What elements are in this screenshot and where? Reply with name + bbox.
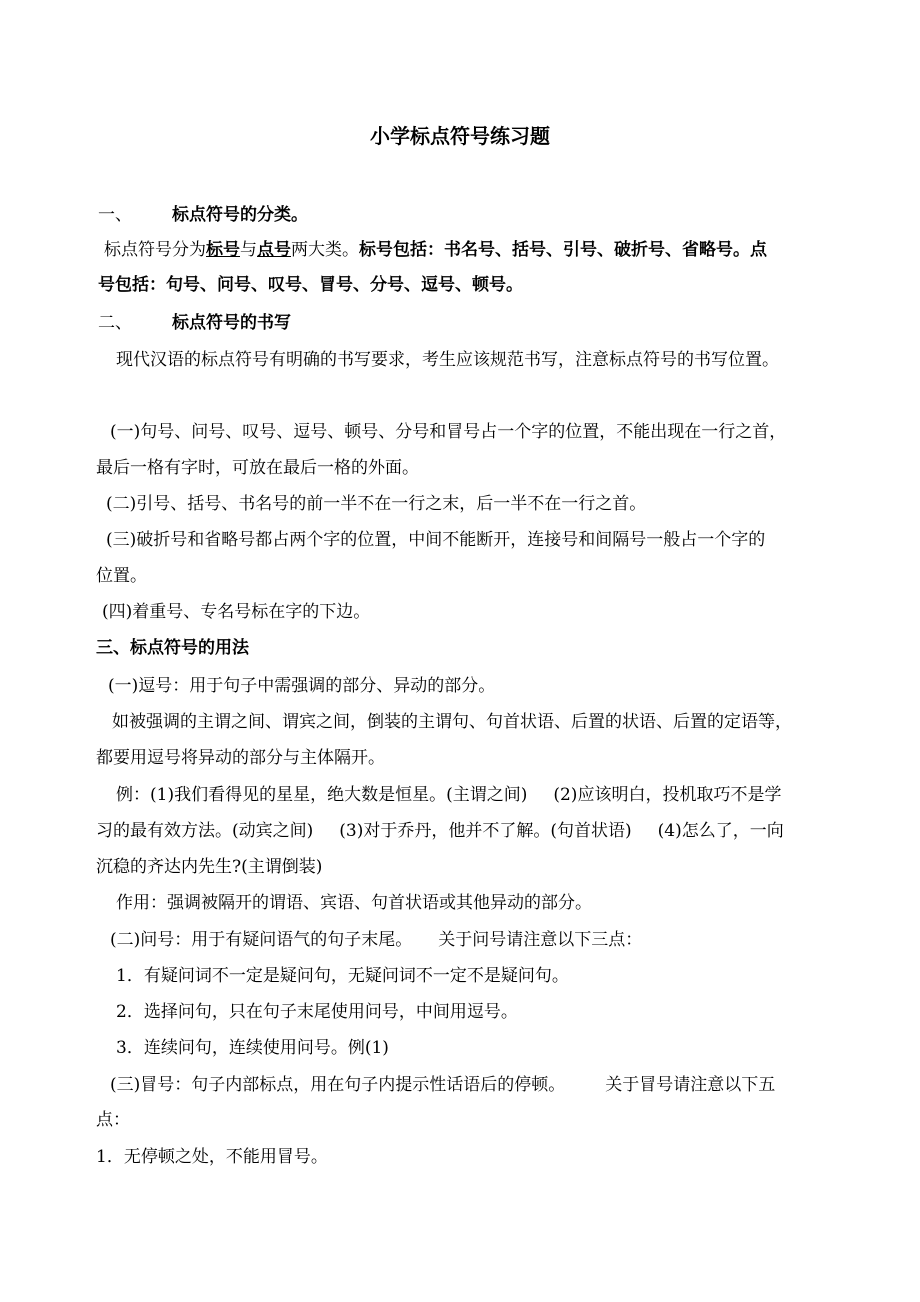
underlined-term-biaohao: 标号 <box>206 240 240 260</box>
section-3-heading: 三、标点符号的用法 <box>96 638 249 658</box>
comma-effect: 作用：强调被隔开的谓语、宾语、句首状语或其他异动的部分。 <box>116 893 592 913</box>
colon-definition: (三)冒号：句子内部标点，用在句子内提示性话语后的停顿。 <box>110 1075 566 1095</box>
section-2-title: 标点符号的书写 <box>172 313 291 333</box>
question-mark-title <box>110 928 846 952</box>
section-2-heading <box>98 311 834 335</box>
question-note-3: 3．连续问句，连续使用问号。例(1) <box>116 1038 389 1058</box>
example-3: (3)对于乔丹，他并不了解。(句首状语) <box>339 821 632 841</box>
comma-desc-line-2: 都要用逗号将异动的部分与主体隔开。 <box>96 748 385 768</box>
comma-title: (一)逗号：用于句子中需强调的部分、异动的部分。 <box>108 676 496 696</box>
question-note-1: 1．有疑问词不一定是疑问句，无疑问词不一定不是疑问句。 <box>116 966 569 986</box>
section-1-title: 标点符号的分类。 <box>172 205 308 225</box>
colon-note-1: 1．无停顿之处，不能用冒号。 <box>96 1147 328 1167</box>
rule-3-line-2: 位置。 <box>96 566 147 586</box>
rule-1-line-1: (一)句号、问号、叹号、逗号、顿号、分号和冒号占一个字的位置，不能出现在一行之首， <box>110 422 787 442</box>
question-mark-definition: (二)问号：用于有疑问语气的句子末尾。 <box>110 930 413 950</box>
section-1-number: 一、 <box>98 205 132 225</box>
example-4-start: (4)怎么了，一向 <box>657 821 784 841</box>
rule-1-line-2: 最后一格有字时，可放在最后一格的外面。 <box>96 458 419 478</box>
page-title: 小学标点符号练习题 <box>370 124 550 148</box>
example-2-start: (2)应该明白，投机取巧不是学 <box>553 785 782 805</box>
rule-2: (二)引号、括号、书名号的前一半不在一行之末，后一半不在一行之首。 <box>106 494 647 514</box>
section-2-number: 二、 <box>98 313 132 333</box>
section-1-para-line-1 <box>104 238 840 262</box>
section-1-para-line-2: 号包括：句号、问号、叹号、冒号、分号、逗号、顿号。 <box>98 275 523 295</box>
colon-title-line-1 <box>110 1073 846 1097</box>
bold-text-run: 标号包括：书名号、括号、引号、破折号、省略号。点 <box>359 240 767 260</box>
comma-example-line-3: 沉稳的齐达内先生?(主谓倒装) <box>96 857 323 877</box>
question-mark-notes-intro: 关于问号请注意以下三点： <box>438 930 643 950</box>
example-2-end: 习的最有效方法。(动宾之间) <box>96 821 314 841</box>
comma-example-line-2 <box>96 819 832 843</box>
section-1-heading <box>98 203 834 227</box>
text-run: 与 <box>240 240 257 260</box>
rule-3-line-1: (三)破折号和省略号都占两个字的位置，中间不能断开，连接号和间隔号一般占一个字的 <box>106 530 766 550</box>
colon-title-line-2: 点： <box>96 1110 130 1130</box>
comma-desc-line-1: 如被强调的主谓之间、谓宾之间，倒装的主谓句、句首状语、后置的状语、后置的定语等， <box>112 712 792 732</box>
example-1: 例：(1)我们看得见的星星，绝大数是恒星。(主谓之间) <box>116 785 528 805</box>
comma-example-line-1 <box>116 783 852 807</box>
rule-4: (四)着重号、专名号标在字的下边。 <box>102 602 371 622</box>
colon-notes-intro: 关于冒号请注意以下五 <box>605 1075 776 1095</box>
text-run: 两大类。 <box>291 240 359 260</box>
text-run: 标点符号分为 <box>104 240 206 260</box>
section-2-intro: 现代汉语的标点符号有明确的书写要求，考生应该规范书写，注意标点符号的书写位置。 <box>116 350 779 370</box>
underlined-term-dianhao: 点号 <box>257 240 291 260</box>
question-note-2: 2．选择问句，只在句子末尾使用问号，中间用逗号。 <box>116 1002 518 1022</box>
